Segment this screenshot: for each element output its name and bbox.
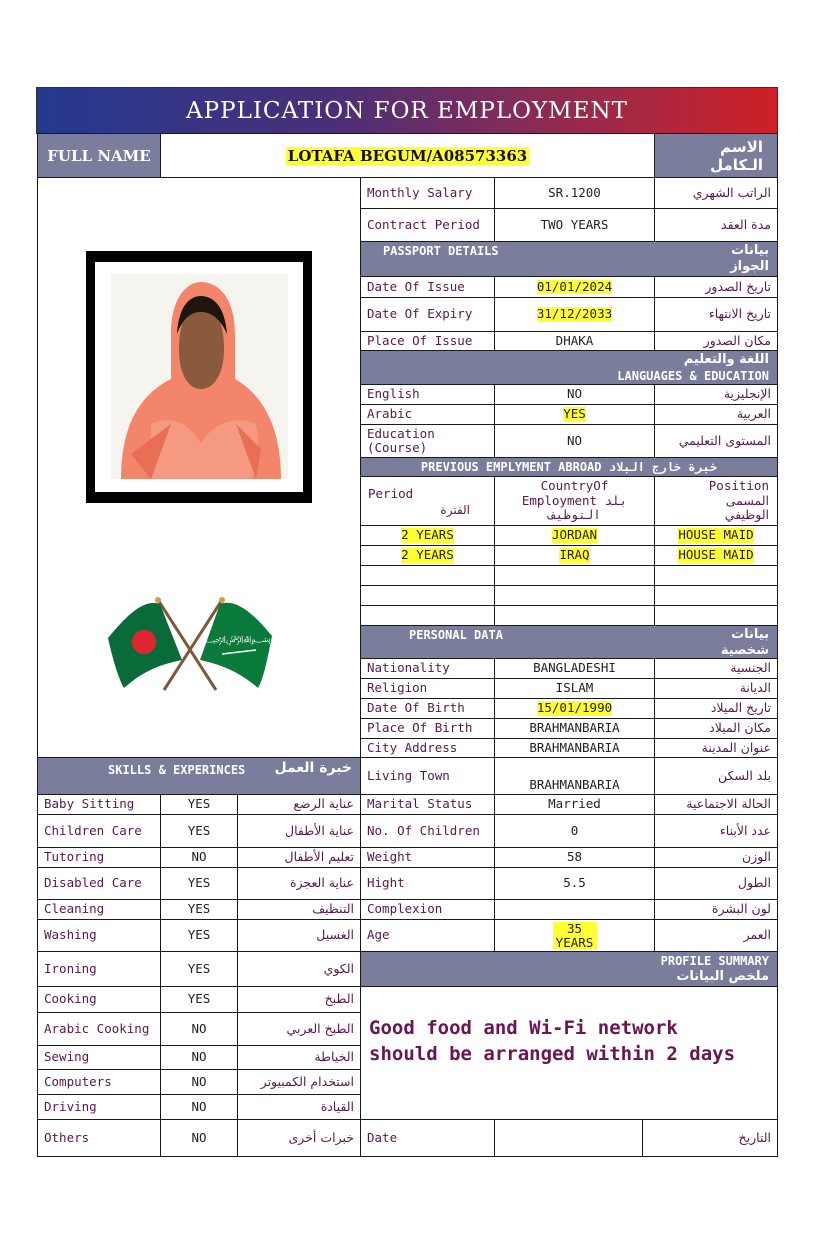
expiry-date-value: 31/12/2033 bbox=[536, 306, 613, 322]
emp-row2-position-text: HOUSE MAID bbox=[678, 547, 754, 563]
birth-date-value-cell bbox=[494, 698, 655, 719]
arabic-value-cell bbox=[494, 404, 655, 425]
english-value: NO bbox=[494, 384, 655, 405]
education-value: NO bbox=[494, 424, 655, 458]
languages-heading-en: LANGUAGES & EDUCATION bbox=[617, 369, 769, 383]
complexion-label: Complexion bbox=[360, 899, 495, 920]
employment-col-period bbox=[360, 476, 495, 526]
full-name-value: LOTAFA BEGUM/A08573363 bbox=[287, 146, 528, 165]
skills-heading-en: SKILLS & EXPERINCES bbox=[108, 763, 246, 777]
skill-value: NO bbox=[160, 1045, 238, 1070]
height-value: 5.5 bbox=[494, 867, 655, 900]
arabic-value: YES bbox=[563, 406, 586, 422]
emp-row1-period-text: 2 YEARS bbox=[401, 527, 454, 543]
issue-date-value: 01/01/2024 bbox=[536, 278, 613, 294]
full-name-arabic-cell bbox=[654, 133, 778, 178]
profile-heading-en: PROFILE SUMMARY bbox=[660, 954, 769, 968]
age-ar: العمر bbox=[654, 919, 778, 952]
weight-label: Weight bbox=[360, 847, 495, 868]
emp-row1-position bbox=[654, 525, 778, 546]
position-col-ar: المسمى الوظيفي bbox=[724, 492, 769, 523]
birth-place-ar: مكان الميلاد bbox=[654, 718, 778, 739]
country-col-header: CountryOf Employment بلد التوظيف bbox=[521, 478, 628, 523]
date-value[interactable] bbox=[494, 1119, 643, 1157]
skill-arabic: التنظيف bbox=[237, 899, 361, 920]
education-ar: المستوى التعليمي bbox=[654, 424, 778, 458]
date-label: Date bbox=[360, 1119, 495, 1157]
emp-empty-cell bbox=[494, 585, 655, 606]
contract-period-label: Contract Period bbox=[360, 208, 495, 242]
issue-place-value: DHAKA bbox=[494, 331, 655, 351]
emp-row2-position bbox=[654, 545, 778, 566]
languages-heading-ar: اللغة والتعليم bbox=[683, 352, 769, 367]
skill-value: YES bbox=[160, 814, 238, 848]
emp-empty-cell bbox=[360, 605, 495, 626]
full-name-label-cell bbox=[37, 133, 161, 178]
living-town-value: BRAHMANBARIA bbox=[494, 757, 655, 795]
emp-row1-country-text: JORDAN bbox=[551, 527, 598, 543]
profile-heading-ar: ملخص البيانات bbox=[676, 969, 769, 984]
skill-arabic: عناية العجزة bbox=[237, 867, 361, 900]
svg-text:﷽: ﷽ bbox=[201, 635, 271, 645]
skill-arabic: خبرات أخرى bbox=[237, 1119, 361, 1157]
personal-heading-ar: بيانات شخصية bbox=[720, 627, 769, 658]
skill-label: Cooking bbox=[37, 986, 161, 1013]
skill-label: Driving bbox=[37, 1094, 161, 1120]
english-ar: الإنجليزية bbox=[654, 384, 778, 405]
skill-label: Cleaning bbox=[37, 899, 161, 920]
emp-row1-period bbox=[360, 525, 495, 546]
issue-date-value-cell bbox=[494, 276, 655, 298]
height-ar: الطول bbox=[654, 867, 778, 900]
skill-arabic: عناية الأطفال bbox=[237, 814, 361, 848]
skill-label: Baby Sitting bbox=[37, 794, 161, 815]
expiry-date-label: Date Of Expiry bbox=[360, 297, 495, 332]
languages-section-header bbox=[360, 350, 778, 385]
skill-value: NO bbox=[160, 1012, 238, 1046]
education-label: Education (Course) bbox=[360, 424, 495, 458]
skill-value: YES bbox=[160, 899, 238, 920]
birth-date-ar: تاريخ الميلاد bbox=[654, 698, 778, 719]
emp-empty-cell bbox=[360, 585, 495, 606]
skill-label: Washing bbox=[37, 919, 161, 952]
personal-section-header bbox=[360, 625, 778, 659]
skill-value: NO bbox=[160, 847, 238, 868]
marital-status-label: Marital Status bbox=[360, 794, 495, 815]
children-count-ar: عدد الأبناء bbox=[654, 814, 778, 848]
city-address-ar: عنوان المدينة bbox=[654, 738, 778, 758]
employment-heading: PREVIOUS EMPLYMENT ABROAD خبرة خارج البلاد bbox=[420, 460, 718, 474]
skill-arabic: عناية الرضع bbox=[237, 794, 361, 815]
profile-summary-text: Good food and Wi-Fi network should be arranged within 2 days bbox=[369, 1017, 736, 1066]
applicant-photo bbox=[111, 274, 288, 479]
skill-value: NO bbox=[160, 1119, 238, 1157]
monthly-salary-label: Monthly Salary bbox=[360, 177, 495, 209]
expiry-date-value-cell bbox=[494, 297, 655, 332]
living-town-label: Living Town bbox=[360, 757, 495, 795]
profile-summary-box bbox=[360, 986, 778, 1120]
english-label: English bbox=[360, 384, 495, 405]
title-bar bbox=[36, 87, 778, 134]
complexion-value bbox=[494, 899, 655, 920]
skill-label: Children Care bbox=[37, 814, 161, 848]
full-name-label: FULL NAME bbox=[47, 146, 151, 165]
arabic-ar: العربية bbox=[654, 404, 778, 425]
flags-emblem bbox=[104, 596, 278, 694]
skill-value: YES bbox=[160, 919, 238, 952]
skill-label: Arabic Cooking bbox=[37, 1012, 161, 1046]
religion-ar: الديانة bbox=[654, 678, 778, 699]
skill-arabic: الغسيل bbox=[237, 919, 361, 952]
skill-arabic: الكوي bbox=[237, 951, 361, 987]
date-ar: التاريخ bbox=[642, 1119, 778, 1157]
skill-arabic: الخياطة bbox=[237, 1045, 361, 1070]
nationality-label: Nationality bbox=[360, 658, 495, 679]
emp-empty-cell bbox=[494, 605, 655, 626]
employment-col-country bbox=[494, 476, 655, 526]
nationality-value: BANGLADESHI bbox=[494, 658, 655, 679]
emp-empty-cell bbox=[360, 565, 495, 586]
marital-status-ar: الحالة الاجتماعية bbox=[654, 794, 778, 815]
weight-ar: الوزن bbox=[654, 847, 778, 868]
age-value-cell bbox=[494, 919, 655, 952]
full-name-arabic-label: الاسم الـكامل bbox=[710, 137, 763, 174]
birth-date-label: Date Of Birth bbox=[360, 698, 495, 719]
photo-frame bbox=[86, 251, 312, 503]
contract-period-ar: مدة العقد bbox=[654, 208, 778, 242]
emp-empty-cell bbox=[654, 565, 778, 586]
nationality-ar: الجنسية bbox=[654, 658, 778, 679]
passport-heading-ar: بيانات الجواز bbox=[730, 243, 769, 274]
skill-arabic: الطبخ bbox=[237, 986, 361, 1013]
position-col-en: Position bbox=[708, 478, 769, 494]
page-title: APPLICATION FOR EMPLOYMENT bbox=[186, 97, 628, 124]
monthly-salary-ar: الراتب الشهري bbox=[654, 177, 778, 209]
birth-place-value: BRAHMANBARIA bbox=[494, 718, 655, 739]
employment-col-position bbox=[654, 476, 778, 526]
skill-label: Disabled Care bbox=[37, 867, 161, 900]
skill-label: Ironing bbox=[37, 951, 161, 987]
skills-heading-ar: خبرة العمل bbox=[274, 760, 352, 776]
profile-section-header bbox=[360, 951, 778, 987]
skill-arabic: استخدام الكمبيوتر bbox=[237, 1069, 361, 1095]
marital-status-value: Married bbox=[494, 794, 655, 815]
skill-value: YES bbox=[160, 986, 238, 1013]
emp-row2-period bbox=[360, 545, 495, 566]
birth-place-label: Place Of Birth bbox=[360, 718, 495, 739]
skill-value: YES bbox=[160, 867, 238, 900]
emp-empty-cell bbox=[654, 585, 778, 606]
skill-label: Others bbox=[37, 1119, 161, 1157]
emp-row2-country bbox=[494, 545, 655, 566]
monthly-salary-value: SR.1200 bbox=[494, 177, 655, 209]
arabic-label: Arabic bbox=[360, 404, 495, 425]
emp-row1-position-text: HOUSE MAID bbox=[678, 527, 754, 543]
issue-date-ar: تاريخ الصدور bbox=[654, 276, 778, 298]
emp-empty-cell bbox=[494, 565, 655, 586]
living-town-ar: بلد السكن bbox=[654, 757, 778, 795]
skill-arabic: الطبخ العربي bbox=[237, 1012, 361, 1046]
issue-place-label: Place Of Issue bbox=[360, 331, 495, 351]
emp-row2-period-text: 2 YEARS bbox=[401, 547, 454, 563]
skills-section-header bbox=[37, 757, 361, 795]
skill-label: Computers bbox=[37, 1069, 161, 1095]
contract-period-value: TWO YEARS bbox=[494, 208, 655, 242]
issue-date-label: Date Of Issue bbox=[360, 276, 495, 298]
issue-place-ar: مكان الصدور bbox=[654, 331, 778, 351]
passport-section-header bbox=[360, 241, 778, 277]
emp-row2-country-text: IRAQ bbox=[559, 547, 590, 563]
skill-arabic: تعليم الأطفال bbox=[237, 847, 361, 868]
skill-value: NO bbox=[160, 1094, 238, 1120]
period-col-ar: الفترة bbox=[440, 503, 470, 517]
weight-value: 58 bbox=[494, 847, 655, 868]
skill-label: Tutoring bbox=[37, 847, 161, 868]
children-count-value: 0 bbox=[494, 814, 655, 848]
skill-value: YES bbox=[160, 794, 238, 815]
religion-value: ISLAM bbox=[494, 678, 655, 699]
personal-heading-en: PERSONAL DATA bbox=[409, 628, 503, 642]
height-label: Hight bbox=[360, 867, 495, 900]
religion-label: Religion bbox=[360, 678, 495, 699]
birth-date-value: 15/01/1990 bbox=[536, 700, 613, 716]
passport-heading-en: PASSPORT DETAILS bbox=[383, 244, 499, 258]
skill-value: NO bbox=[160, 1069, 238, 1095]
children-count-label: No. Of Children bbox=[360, 814, 495, 848]
period-col-en: Period bbox=[368, 486, 414, 501]
skill-value: YES bbox=[160, 951, 238, 987]
expiry-date-ar: تاريخ الانتهاء bbox=[654, 297, 778, 332]
employment-section-header bbox=[360, 457, 778, 477]
full-name-value-cell bbox=[160, 133, 655, 178]
complexion-ar: لون البشرة bbox=[654, 899, 778, 920]
emp-row1-country bbox=[494, 525, 655, 546]
city-address-value: BRAHMANBARIA bbox=[494, 738, 655, 758]
emp-empty-cell bbox=[654, 605, 778, 626]
skill-arabic: القيادة bbox=[237, 1094, 361, 1120]
age-label: Age bbox=[360, 919, 495, 952]
city-address-label: City Address bbox=[360, 738, 495, 758]
age-value: 35 YEARS bbox=[553, 922, 597, 950]
skill-label: Sewing bbox=[37, 1045, 161, 1070]
